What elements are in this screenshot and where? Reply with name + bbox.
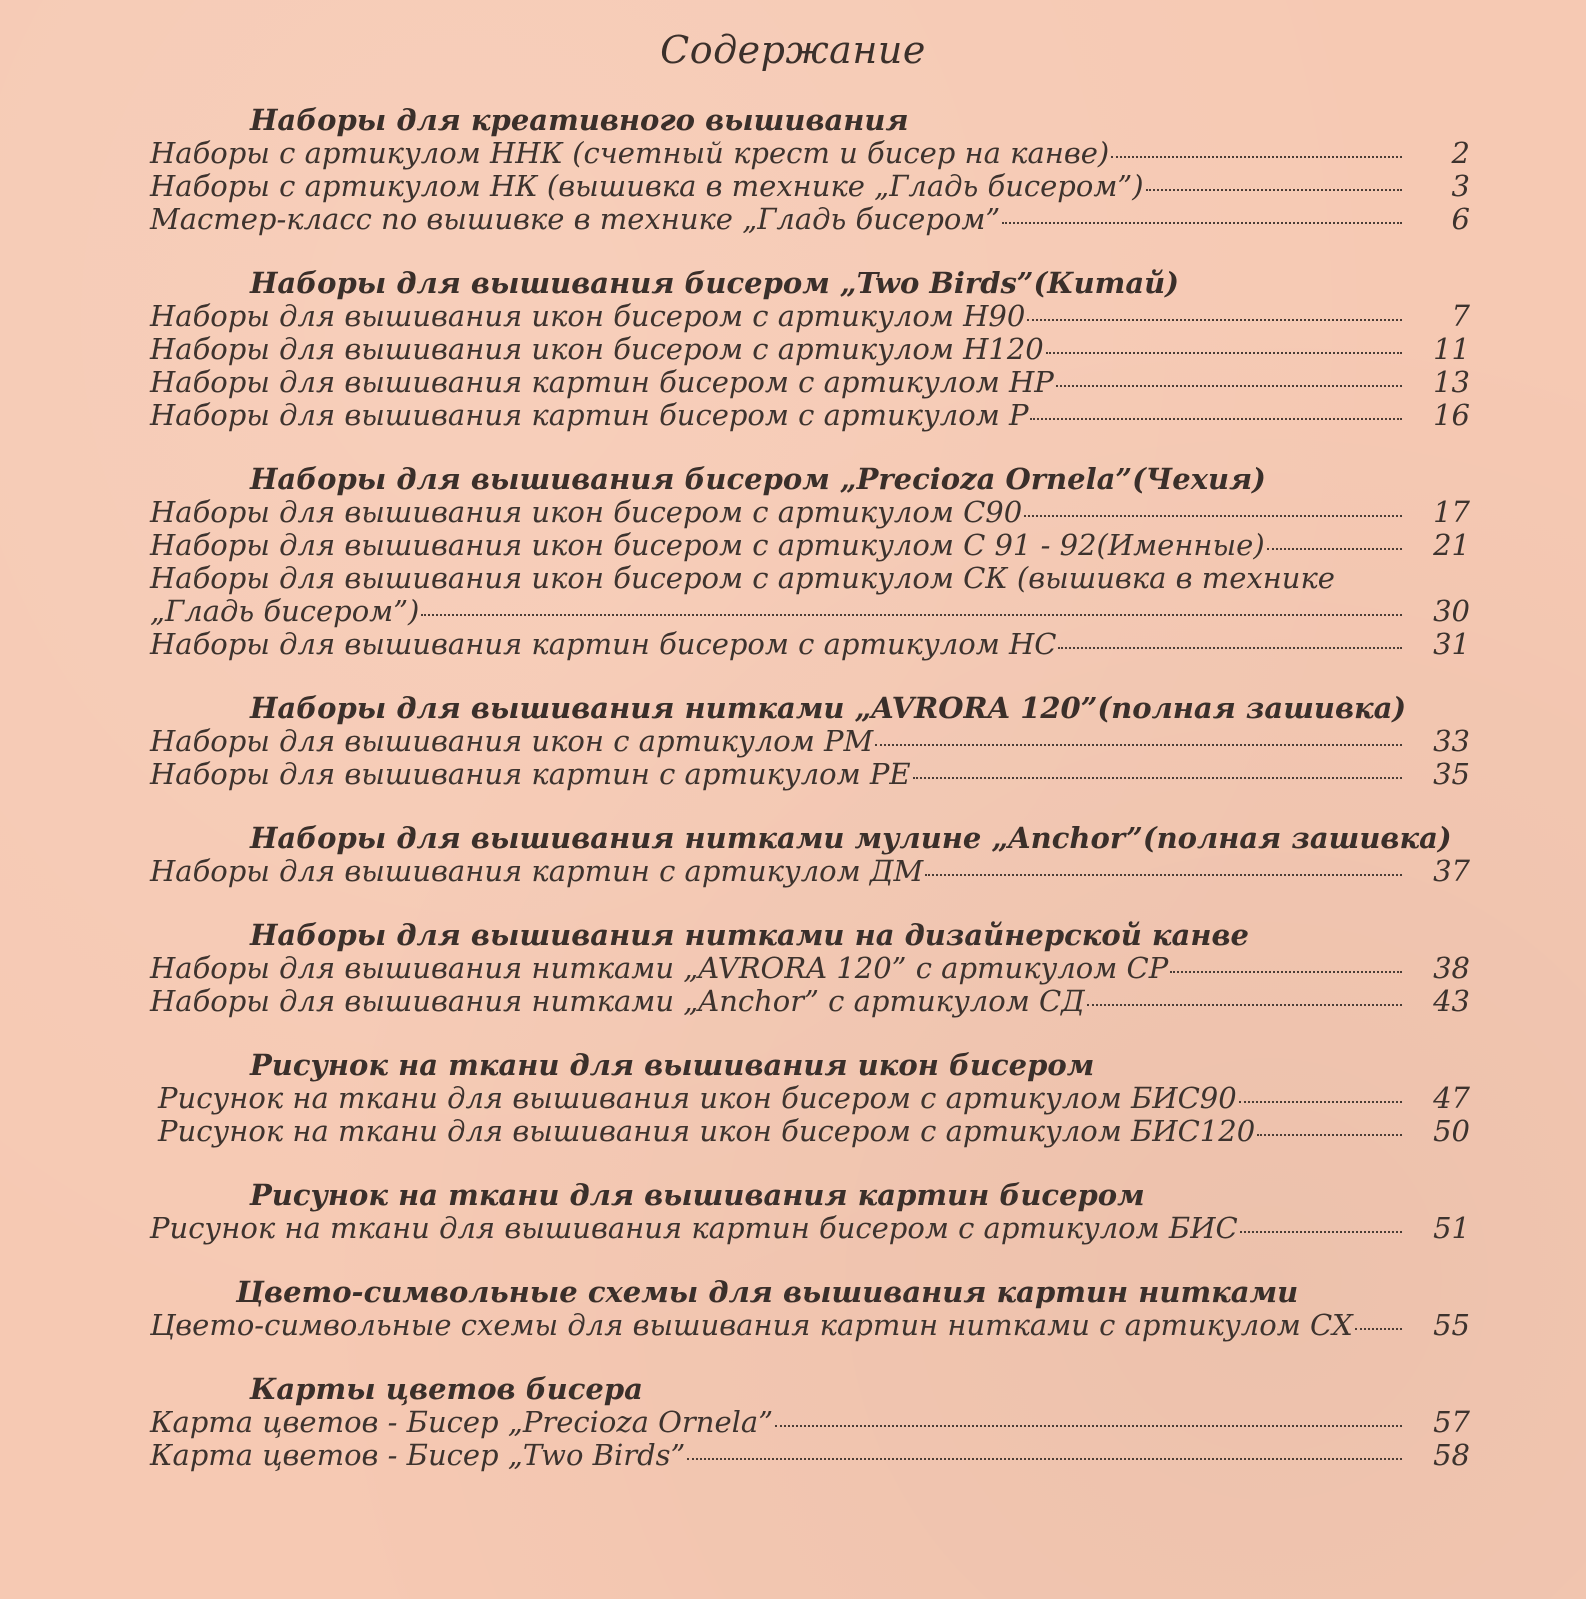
dot-leader — [687, 1458, 1402, 1460]
section-title: Наборы для вышивания бисером „Two Birds”(Китай) — [250, 266, 1179, 300]
entry-label: Наборы для вышивания икон бисером с артикулом С90 — [150, 495, 1023, 529]
section-title: Наборы для вышивания нитками „AVRORA 120”(полная зашивка) — [250, 691, 1407, 725]
section-title: Наборы для креативного вышивания — [250, 103, 909, 137]
toc-entry[interactable] — [150, 725, 1470, 758]
section-title: Наборы для вышивания нитками на дизайнерской канве — [250, 918, 1249, 952]
dot-leader — [1087, 1004, 1402, 1006]
page-number: 30 — [1433, 594, 1470, 628]
toc-entry[interactable] — [150, 985, 1470, 1018]
page-number: 2 — [1451, 136, 1470, 170]
page-number: 37 — [1433, 854, 1470, 888]
page-number: 38 — [1433, 951, 1470, 985]
page-number: 3 — [1451, 169, 1470, 203]
dot-leader — [913, 777, 1402, 779]
page-number: 7 — [1451, 299, 1470, 333]
page-number: 16 — [1433, 398, 1470, 432]
page-title: Содержание — [660, 28, 926, 72]
dot-leader — [1058, 647, 1402, 649]
toc-section — [150, 267, 1470, 432]
toc-entry[interactable] — [150, 1212, 1470, 1245]
entry-label: Наборы с артикулом НК (вышивка в технике „Гладь бисером”) — [150, 169, 1144, 203]
section-title: Рисунок на ткани для вышивания картин бисером — [250, 1178, 1145, 1212]
entry-label: Наборы для вышивания картин бисером с артикулом НС — [150, 627, 1057, 661]
entry-label: Наборы для вышивания икон бисером с артикулом Н90 — [150, 299, 1026, 333]
page-number: 43 — [1433, 984, 1470, 1018]
entry-label: Наборы для вышивания картин с артикулом ДМ — [150, 854, 924, 888]
section-title: Наборы для вышивания бисером „Precioza Ornela”(Чехия) — [250, 462, 1266, 496]
page-number: 33 — [1433, 724, 1470, 758]
dot-leader — [1170, 971, 1402, 973]
toc-section — [150, 919, 1470, 1018]
toc-entry[interactable] — [150, 300, 1470, 333]
toc-section — [150, 1276, 1470, 1342]
dot-leader — [775, 1425, 1402, 1427]
entry-label: Наборы для вышивания нитками „Anchor” с артикулом СД — [150, 984, 1085, 1018]
table-of-contents — [150, 104, 1470, 1472]
entry-label-line1: Наборы для вышивания икон бисером с артикулом СК (вышивка в технике — [150, 561, 1335, 595]
dot-leader — [1056, 385, 1402, 387]
toc-section — [150, 1049, 1470, 1148]
entry-label: Наборы для вышивания картин с артикулом РЕ — [150, 757, 911, 791]
toc-entry[interactable] — [150, 1082, 1470, 1115]
toc-section — [150, 1373, 1470, 1472]
toc-entry[interactable] — [150, 496, 1470, 529]
page-number: 35 — [1433, 757, 1470, 791]
dot-leader — [421, 614, 1402, 616]
page-number: 11 — [1433, 332, 1470, 366]
toc-entry[interactable] — [150, 366, 1470, 399]
dot-leader — [1024, 515, 1402, 517]
entry-label: Цвето-символьные схемы для вышивания картин нитками с артикулом СХ — [150, 1308, 1353, 1342]
dot-leader — [1355, 1328, 1402, 1330]
entry-label: Мастер-класс по вышивке в технике „Гладь бисером” — [150, 202, 1001, 236]
toc-entry[interactable] — [150, 1439, 1470, 1472]
section-title: Цвето-символьные схемы для вышивания картин нитками — [236, 1275, 1299, 1309]
toc-entry[interactable] — [150, 758, 1470, 791]
dot-leader — [1240, 1231, 1402, 1233]
entry-label: Наборы с артикулом ННК (счетный крест и бисер на канве) — [150, 136, 1110, 170]
entry-label: Рисунок на ткани для вышивания икон бисером с артикулом БИС120 — [158, 1114, 1256, 1148]
page-number: 58 — [1433, 1438, 1470, 1472]
page-number: 13 — [1433, 365, 1470, 399]
section-title: Наборы для вышивания нитками мулине „Anchor”(полная зашивка) — [250, 821, 1452, 855]
toc-entry[interactable] — [150, 628, 1470, 661]
toc-entry[interactable] — [150, 595, 1470, 628]
entry-label: „Гладь бисером”) — [150, 594, 420, 628]
dot-leader — [1257, 1134, 1402, 1136]
dot-leader — [925, 874, 1402, 876]
entry-label: Карта цветов - Бисер „Two Birds” — [150, 1438, 686, 1472]
toc-entry[interactable] — [150, 529, 1470, 562]
entry-label: Наборы для вышивания икон бисером с артикулом Н120 — [150, 332, 1044, 366]
toc-section — [150, 463, 1470, 661]
toc-section — [150, 104, 1470, 236]
toc-entry[interactable] — [150, 1115, 1470, 1148]
dot-leader — [1267, 548, 1402, 550]
toc-section — [150, 692, 1470, 791]
dot-leader — [1146, 189, 1402, 191]
toc-entry[interactable] — [150, 137, 1470, 170]
toc-section — [150, 1179, 1470, 1245]
toc-entry[interactable] — [150, 1309, 1470, 1342]
dot-leader — [1027, 319, 1402, 321]
page-number: 57 — [1433, 1405, 1470, 1439]
page-number: 47 — [1433, 1081, 1470, 1115]
entry-label: Наборы для вышивания икон с артикулом РМ — [150, 724, 874, 758]
entry-label: Наборы для вышивания икон бисером с артикулом С 91 - 92(Именные) — [150, 528, 1265, 562]
toc-entry[interactable] — [150, 1406, 1470, 1439]
page-number: 31 — [1433, 627, 1470, 661]
toc-entry[interactable] — [150, 399, 1470, 432]
entry-label: Карта цветов - Бисер „Precioza Ornela” — [150, 1405, 774, 1439]
toc-entry[interactable] — [150, 952, 1470, 985]
dot-leader — [1046, 352, 1402, 354]
page-number: 55 — [1433, 1308, 1470, 1342]
page-number: 17 — [1433, 495, 1470, 529]
section-title: Рисунок на ткани для вышивания икон бисером — [250, 1048, 1095, 1082]
page-number: 6 — [1451, 202, 1470, 236]
dot-leader — [1239, 1101, 1402, 1103]
dot-leader — [875, 744, 1402, 746]
toc-entry[interactable] — [150, 333, 1470, 366]
toc-section — [150, 822, 1470, 888]
entry-label: Рисунок на ткани для вышивания картин бисером с артикулом БИС — [150, 1211, 1238, 1245]
dot-leader — [1111, 156, 1402, 158]
entry-label: Рисунок на ткани для вышивания икон бисером с артикулом БИС90 — [158, 1081, 1237, 1115]
entry-label: Наборы для вышивания картин бисером с артикулом Р — [150, 398, 1029, 432]
toc-entry[interactable] — [150, 203, 1470, 236]
toc-entry[interactable] — [150, 170, 1470, 203]
page-number: 51 — [1433, 1211, 1470, 1245]
entry-label: Наборы для вышивания нитками „AVRORA 120” с артикулом СР — [150, 951, 1169, 985]
section-title: Карты цветов бисера — [250, 1372, 643, 1406]
entry-label: Наборы для вышивания картин бисером с артикулом НР — [150, 365, 1054, 399]
page-number: 50 — [1433, 1114, 1470, 1148]
page-number: 21 — [1433, 528, 1470, 562]
toc-entry[interactable] — [150, 855, 1470, 888]
dot-leader — [1002, 222, 1402, 224]
dot-leader — [1030, 418, 1402, 420]
